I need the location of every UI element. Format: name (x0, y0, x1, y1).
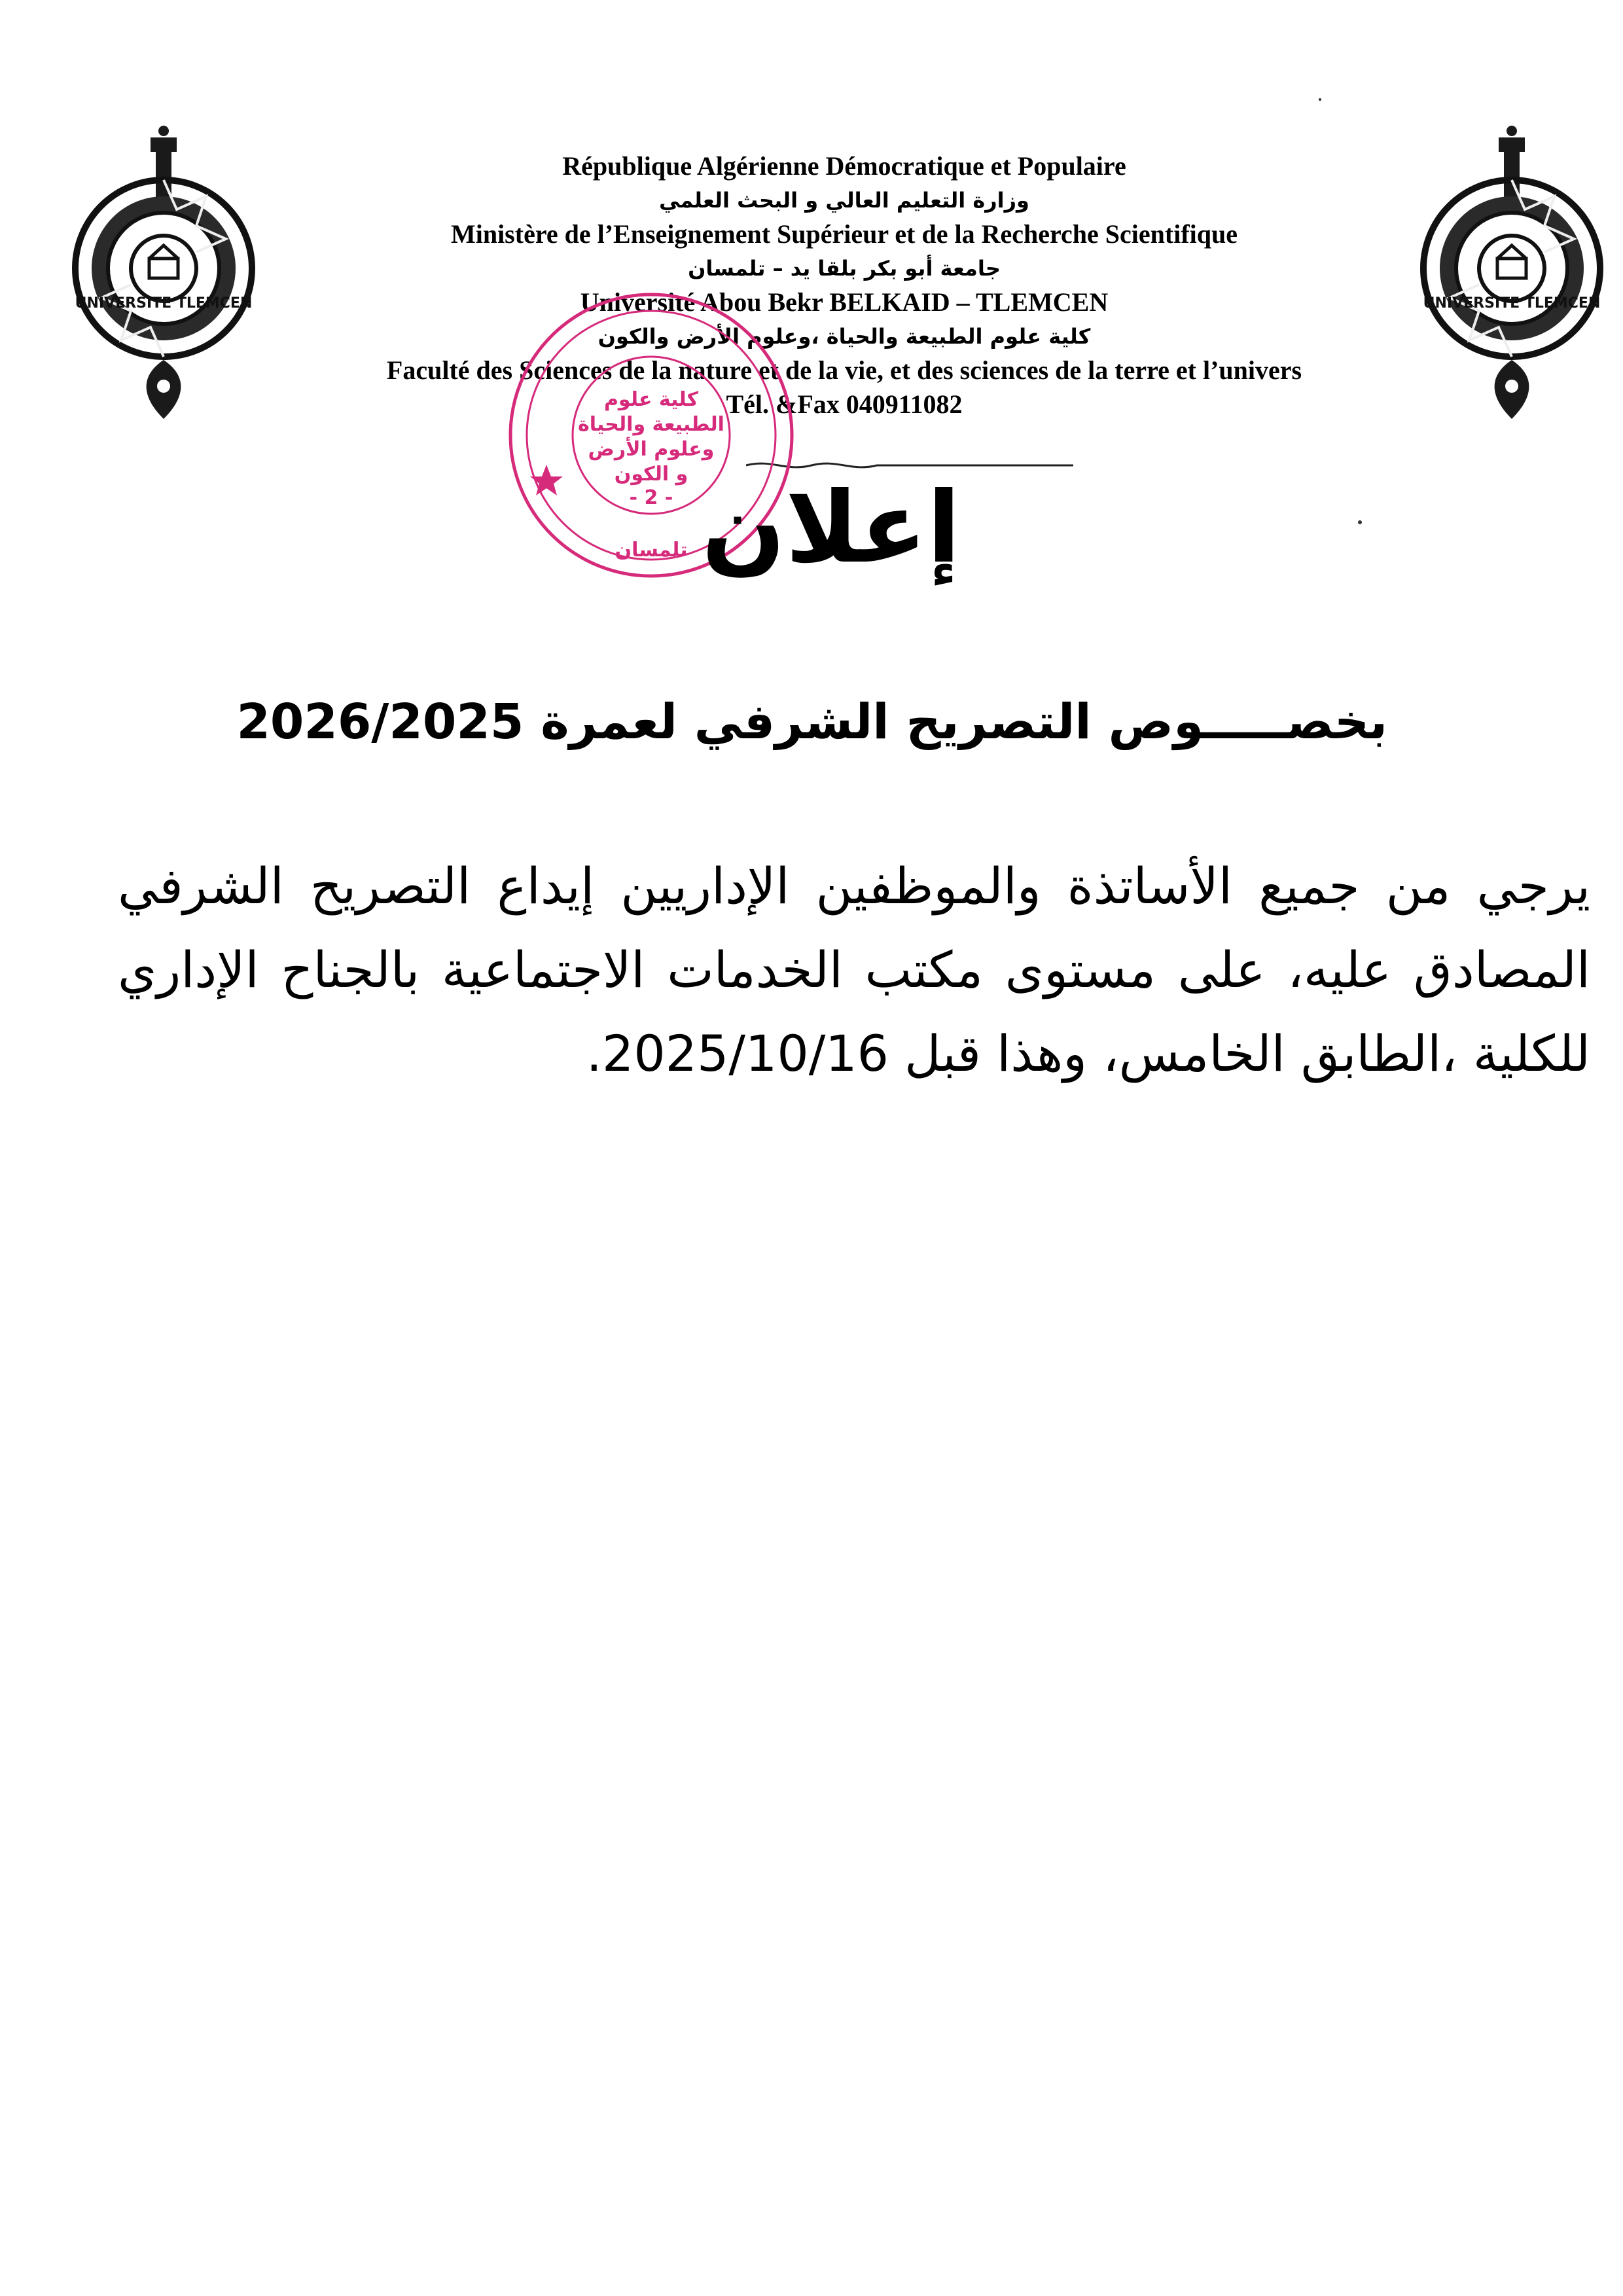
star-icon (530, 465, 563, 495)
stamp-line-1: كلية علوم (603, 388, 699, 411)
logo-right-text: UNIVERSITE TLEMCEN (1423, 295, 1601, 312)
scan-speck (1358, 520, 1362, 524)
announcement-subject: بخصـــــوص التصريح الشرفي لعمرة 2026/2025 (236, 694, 1387, 750)
announcement-body: يرجي من جميع الأساتذة والموظفين الإداريين إيداع التصريح الشرفي المصادق عليه، على مستوى مكتب الخدمات الاجتماعية بالجناح الإداري للكلية ،الطابق الخامس، وهذا قبل 2025/10/16. (118, 857, 1590, 1083)
contact-line: Tél. &Fax 040911082 (726, 389, 963, 419)
university-logo-right (1414, 111, 1610, 425)
stamp-number: - 2 - (629, 486, 673, 509)
ministry-title-ar: وزارة التعليم العالي و البحث العلمي (659, 188, 1029, 213)
university-title-ar: جامعة أبو بكر بلقا يد – تلمسان (688, 256, 1001, 281)
university-emblem-icon (1414, 111, 1610, 425)
ministry-title-fr: Ministère de l’Enseignement Supérieur et de la Recherche Scientifique (450, 219, 1238, 249)
stamp-line-4: و الكون (614, 463, 688, 486)
logo-left-text: UNIVERSITE TLEMCEN (75, 295, 253, 312)
stamp-line-2: الطبيعة والحياة (578, 413, 724, 436)
letterhead (249, 149, 1440, 422)
stamp-line-3: وعلوم الأرض (588, 438, 715, 461)
university-logo-left (65, 111, 262, 425)
announcement-title: إعلان (702, 471, 961, 585)
university-title-fr: Université Abou Bekr BELKAID – TLEMCEN (580, 287, 1109, 317)
university-emblem-icon (65, 111, 262, 425)
faculty-title-ar: كلية علوم الطبيعة والحياة ،وعلوم الأرض والكون (597, 324, 1091, 349)
faculty-title-fr: Faculté des Sciences de la nature et de la vie, et des sciences de la terre et l’univers (386, 355, 1302, 385)
stamp-city: تلمسان (615, 539, 688, 562)
scan-speck (1319, 98, 1321, 101)
republic-title: République Algérienne Démocratique et Populaire (562, 151, 1126, 181)
